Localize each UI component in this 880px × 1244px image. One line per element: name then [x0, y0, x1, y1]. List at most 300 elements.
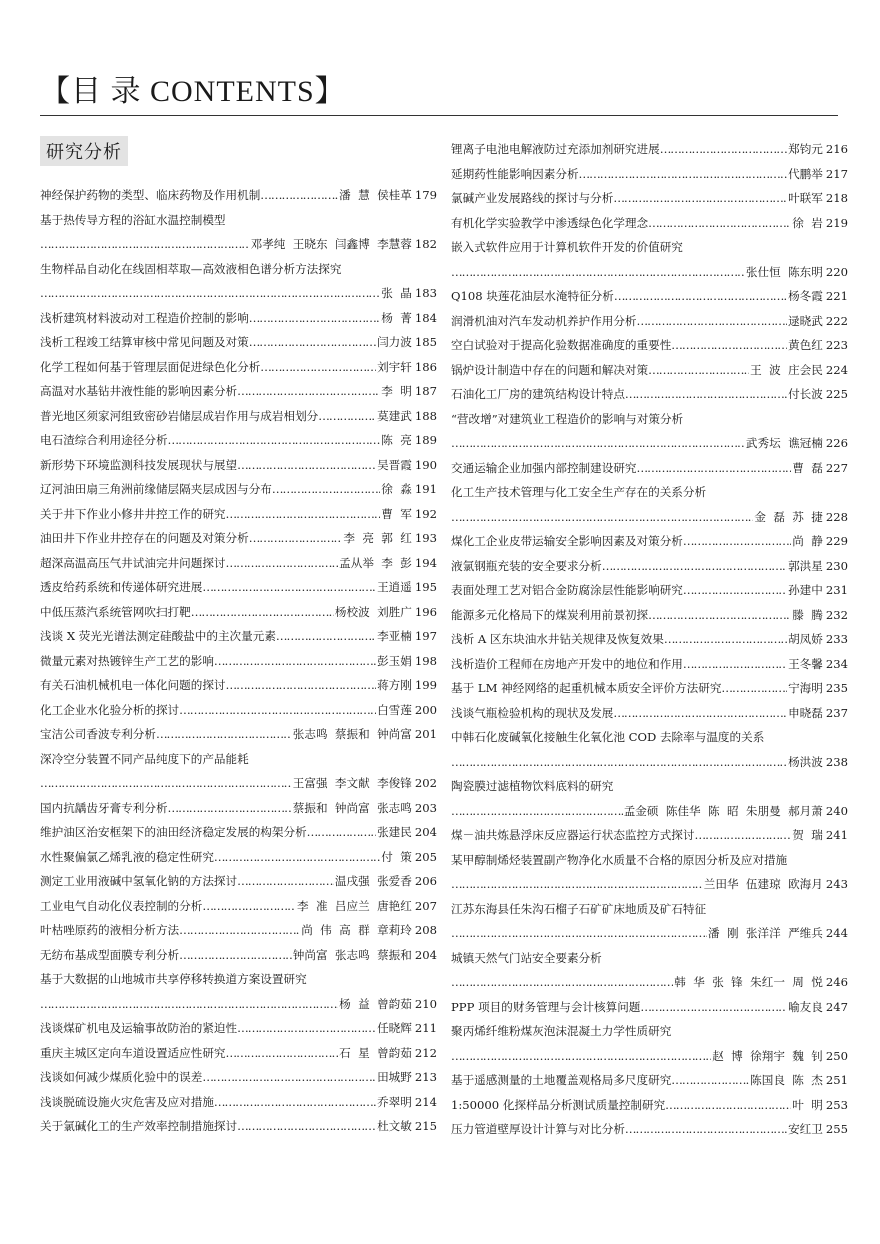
entry-title: 水性聚偏氯乙烯乳液的稳定性研究	[40, 849, 214, 864]
dot-leader	[226, 551, 339, 576]
dot-leader	[613, 186, 787, 211]
toc-entry	[40, 992, 437, 1017]
dot-leader	[179, 918, 300, 943]
entry-authors: 潘 刚 张洋洋 严维兵	[707, 926, 823, 940]
entry-page-number: 244	[825, 926, 848, 940]
dot-leader	[451, 1044, 711, 1069]
entry-page-number: 191	[414, 482, 437, 496]
toc-entry	[40, 306, 437, 331]
dot-leader	[648, 358, 749, 383]
dot-leader	[614, 284, 787, 309]
entry-authors: 田城野	[377, 1070, 412, 1084]
entry-page-number: 198	[414, 653, 437, 668]
entry-page-number: 231	[825, 583, 848, 597]
dot-leader	[637, 456, 792, 481]
entry-title: 新形势下环境监测科技发展现状与展望	[40, 457, 238, 472]
toc-entry	[451, 1093, 848, 1118]
entry-authors: 李 准 吕应兰 唐艳红	[296, 898, 412, 913]
toc-entry	[451, 676, 848, 701]
entry-authors: 温戌强 张爱香	[334, 874, 412, 888]
entry-page-number: 195	[414, 580, 437, 594]
entry-title: 浅析造价工程师在房地产开发中的地位和作用	[451, 656, 683, 671]
entry-page-number: 255	[825, 1122, 848, 1136]
toc-entry	[451, 1044, 848, 1069]
toc-entry	[451, 970, 848, 995]
dot-leader	[40, 771, 292, 796]
dot-leader	[683, 652, 787, 677]
entry-title: 油田井下作业井控存在的问题及对策分析	[40, 531, 249, 545]
toc-entry	[451, 872, 848, 897]
toc-entry	[40, 428, 437, 453]
entry-authors: 李亚楠	[377, 629, 412, 643]
entry-title: Q108 块莲花油层水淹特征分析	[451, 289, 614, 303]
toc-entry	[451, 186, 848, 211]
toc-entry	[451, 603, 848, 628]
entry-authors: 喻友良	[788, 999, 823, 1014]
toc-entry	[451, 1019, 848, 1044]
toc-entry	[40, 453, 437, 478]
entry-title: 中韩石化废碱氧化接触生化氧化池 COD 去除率与温度的关系	[451, 730, 765, 744]
dot-leader	[214, 845, 380, 870]
dot-leader	[202, 894, 296, 919]
entry-title: 有关石油机械机电一体化问题的探讨	[40, 678, 226, 692]
dot-leader	[671, 1068, 749, 1093]
entry-title: 基于热传导方程的浴缸水温控制模型	[40, 212, 226, 227]
entry-authors: 蔡振和 钟尚富 张志鸣	[292, 800, 412, 815]
entry-page-number: 210	[414, 996, 437, 1011]
entry-title: 电石渣综合利用途径分析	[40, 433, 168, 447]
entry-authors: 邓孝纯 王晓东 闫鑫博 李慧蓉	[250, 237, 412, 251]
entry-title: 氯碱产业发展路线的探讨与分析	[451, 191, 614, 205]
entry-title: 化学工程如何基于管理层面促进绿色化分析	[40, 359, 261, 374]
dot-leader	[179, 698, 376, 723]
toc-entry	[451, 946, 848, 971]
toc-entry	[40, 575, 437, 600]
dot-leader	[660, 137, 787, 162]
entry-title: 普光地区须家河组致密砂岩储层成岩作用与成岩相划分	[40, 408, 319, 423]
entry-authors: 王逍遥	[377, 580, 412, 594]
entry-page-number: 187	[414, 384, 437, 398]
toc-entry	[451, 774, 848, 799]
dot-leader	[40, 281, 380, 306]
toc-entry	[451, 1068, 848, 1093]
toc-entry	[40, 1114, 437, 1139]
toc-entry	[451, 211, 848, 236]
toc-column-left	[40, 183, 437, 1139]
toc-entry	[40, 918, 437, 943]
entry-authors: 尚 静	[792, 534, 823, 548]
entry-authors: 彭玉娟	[377, 653, 412, 668]
toc-entry	[451, 162, 848, 187]
toc-entry	[40, 232, 437, 257]
toc-entry	[40, 820, 437, 845]
toc-entry	[451, 823, 848, 848]
entry-title: 空白试验对于提高化验数据准确度的重要性	[451, 338, 672, 352]
entry-page-number: 193	[414, 531, 437, 545]
toc-entry	[40, 1065, 437, 1090]
entry-authors: 金 磊 苏 捷	[754, 509, 823, 524]
toc-entry	[40, 845, 437, 870]
entry-authors: 石 星 曾韵茹	[339, 1045, 412, 1060]
toc-entry	[40, 894, 437, 919]
entry-title: 神经保护药物的类型、临床药物及作用机制	[40, 188, 261, 202]
dot-leader	[451, 431, 745, 456]
entry-title: 微量元素对热镀锌生产工艺的影响	[40, 653, 214, 668]
toc-entry	[40, 379, 437, 404]
entry-page-number: 225	[825, 387, 848, 401]
entry-authors: 钟尚富 张志鸣 蔡振和	[292, 947, 412, 962]
entry-authors: 王冬馨	[788, 656, 823, 671]
entry-page-number: 224	[825, 362, 848, 377]
dot-leader	[307, 820, 376, 845]
dot-leader	[237, 869, 334, 894]
toc-entry	[451, 921, 848, 946]
toc-entry	[40, 281, 437, 306]
dot-leader	[318, 404, 376, 429]
entry-page-number: 221	[825, 289, 848, 303]
entry-page-number: 216	[825, 142, 848, 156]
toc-entry	[40, 600, 437, 625]
entry-title: 化工企业水化验分析的探讨	[40, 702, 180, 717]
entry-title: 浅谈气瓶检验机构的现状及发展	[451, 705, 614, 720]
dot-leader	[249, 330, 376, 355]
toc-entry	[40, 502, 437, 527]
entry-page-number: 204	[414, 947, 437, 962]
entry-title: 陶瓷膜过滤植物饮料底料的研究	[451, 779, 614, 793]
toc-entry	[451, 137, 848, 162]
toc-entry	[40, 477, 437, 502]
entry-title: 关于井下作业小修井井控工作的研究	[40, 506, 226, 521]
entry-title: 中低压蒸汽系统管网吹扫打靶	[40, 604, 191, 619]
entry-page-number: 229	[825, 534, 848, 548]
entry-authors: 安红卫	[788, 1122, 823, 1136]
entry-authors: 代鹏举	[788, 166, 823, 181]
entry-title: 基于大数据的山地城市共享停移转换道方案设置研究	[40, 972, 307, 986]
entry-page-number: 207	[414, 898, 437, 913]
entry-authors: 李 明	[381, 384, 412, 398]
entry-title: 基于遥感测量的土地覆盖观格局多尺度研究	[451, 1073, 672, 1087]
entry-title: 关于氯碱化工的生产效率控制措施探讨	[40, 1119, 238, 1133]
entry-title: “营改增”对建筑业工程造价的影响与对策分析	[451, 411, 684, 426]
entry-title: 透皮给药系统和传递体研究进展	[40, 580, 203, 594]
toc-entry	[40, 183, 437, 208]
entry-authors: 任晓辉	[377, 1021, 412, 1035]
dot-leader	[721, 676, 787, 701]
entry-title: 压力管道壁厚设计计算与对比分析	[451, 1122, 625, 1136]
entry-title: 润滑机油对汽车发动机养护作用分析	[451, 313, 637, 328]
dot-leader	[249, 526, 343, 551]
entry-authors: 白雪莲	[377, 702, 412, 717]
entry-page-number: 226	[825, 436, 848, 450]
dot-leader	[602, 554, 787, 579]
entry-page-number: 234	[825, 656, 848, 671]
toc-entry	[40, 796, 437, 821]
toc-entry	[40, 404, 437, 429]
entry-page-number: 237	[825, 705, 848, 720]
toc-entry	[451, 529, 848, 554]
toc-entry	[451, 505, 848, 530]
entry-authors: 杜文敏	[377, 1119, 412, 1133]
dot-leader	[451, 260, 745, 285]
entry-authors: 申晓磊	[788, 705, 823, 720]
entry-title: 叶枯唑原药的液相分析方法	[40, 923, 180, 937]
entry-authors: 赵 博 徐翔宇 魏 钊	[712, 1048, 823, 1063]
toc-entry	[451, 260, 848, 285]
entry-page-number: 219	[825, 215, 848, 230]
dot-leader	[237, 453, 376, 478]
entry-page-number: 240	[825, 803, 848, 818]
dot-leader	[613, 701, 787, 726]
entry-authors: 杨 益 曾韵茹	[339, 996, 412, 1011]
toc-entry	[451, 407, 848, 432]
entry-title: 浅谈 X 荧光光谱法测定硅酸盐中的主次量元素	[40, 629, 276, 643]
entry-authors: 潘 慧 侯桂革	[339, 188, 412, 202]
entry-title: 测定工业用液碱中氢氧化钠的方法探讨	[40, 874, 238, 888]
toc-entry	[40, 355, 437, 380]
toc-entry	[40, 771, 437, 796]
entry-page-number: 246	[825, 975, 848, 989]
header-rule	[40, 115, 838, 116]
toc-entry	[451, 554, 848, 579]
dot-leader	[214, 1090, 376, 1115]
entry-authors: 闫力波	[377, 335, 412, 349]
entry-authors: 徐 淼	[381, 482, 412, 496]
entry-authors: 孟从举 李 彭	[339, 555, 412, 570]
toc-entry	[451, 848, 848, 873]
entry-page-number: 212	[414, 1045, 437, 1060]
entry-authors: 孟金硕 陈佳华 陈 昭 朱朋曼 郝月萧	[623, 803, 823, 818]
toc-entry	[451, 1117, 848, 1142]
entry-title: 延期药性能影响因素分析	[451, 166, 579, 181]
entry-authors: 叶联军	[788, 191, 823, 205]
entry-authors: 曹 军	[381, 506, 412, 521]
entry-page-number: 188	[414, 408, 437, 423]
entry-page-number: 250	[825, 1048, 848, 1063]
toc-entry	[451, 995, 848, 1020]
entry-page-number: 186	[414, 359, 437, 374]
toc-entry	[451, 750, 848, 775]
dot-leader	[202, 1065, 376, 1090]
entry-authors: 武秀坛 谯冠楠	[745, 436, 823, 450]
entry-title: 某甲醇制烯烃装置副产物净化水质量不合格的原因分析及应对措施	[451, 852, 788, 867]
dot-leader	[40, 992, 338, 1017]
toc-entry	[40, 1041, 437, 1066]
entry-page-number: 183	[414, 286, 437, 300]
entry-title: 维护油区治安框架下的油田经济稳定发展的构架分析	[40, 825, 307, 839]
entry-title: 锅炉设计制造中存在的问题和解决对策	[451, 362, 649, 377]
entry-title: 江苏东海县任朱沟石榴子石矿矿床地质及矿石特征	[451, 901, 707, 916]
dot-leader	[168, 428, 381, 453]
toc-entry	[451, 701, 848, 726]
entry-authors: 曹 磊	[792, 460, 823, 475]
dot-leader	[156, 722, 292, 747]
entry-page-number: 197	[414, 629, 437, 643]
entry-title: 辽河油田扇三角洲前缘储层隔夹层成因与分布	[40, 482, 272, 496]
dot-leader	[683, 529, 791, 554]
entry-title: 浅谈煤矿机电及运输事故防治的紧迫性	[40, 1021, 238, 1035]
entry-authors: 陈 亮	[381, 433, 412, 447]
toc-entry	[451, 358, 848, 383]
dot-leader	[625, 1117, 787, 1142]
entry-authors: 逯晓武	[788, 313, 823, 328]
dot-leader	[664, 627, 787, 652]
dot-leader	[648, 211, 791, 236]
toc-header: 【目 录 CONTENTS】	[40, 75, 346, 108]
entry-authors: 蒋方刚	[377, 678, 412, 692]
dot-leader	[168, 796, 292, 821]
dot-leader	[191, 600, 334, 625]
entry-authors: 宁海明	[788, 681, 823, 695]
entry-title: 锂离子电池电解液防过充添加剂研究进展	[451, 142, 660, 156]
entry-title: 嵌入式软件应用于计算机软件开发的价值研究	[451, 240, 683, 254]
entry-authors: 韩 华 张 锋 朱红一 周 悦	[674, 975, 823, 989]
entry-title: 煤－油共炼悬浮床反应器运行状态监控方式探讨	[451, 828, 695, 842]
entry-title: 基于 LM 神经网络的起重机械本质安全评价方法研究	[451, 681, 722, 695]
entry-title: 聚丙烯纤维粉煤灰泡沫混凝土力学性质研究	[451, 1024, 672, 1038]
entry-title: 浅谈脱硫设施火灾危害及应对措施	[40, 1094, 214, 1109]
toc-entry	[40, 551, 437, 576]
entry-authors: 杨洪波	[788, 754, 823, 769]
dot-leader	[237, 379, 380, 404]
entry-page-number: 220	[825, 264, 848, 279]
dot-leader	[226, 673, 377, 698]
toc-entry	[451, 382, 848, 407]
entry-authors: 郭洪星	[788, 558, 823, 573]
entry-page-number: 200	[414, 702, 437, 717]
entry-authors: 杨校波 刘胜广	[334, 604, 412, 619]
entry-page-number: 243	[825, 877, 848, 891]
entry-page-number: 253	[825, 1097, 848, 1112]
entry-title: 生物样品自动化在线固相萃取—高效液相色谱分析方法探究	[40, 261, 342, 276]
dot-leader	[451, 872, 703, 897]
dot-leader	[640, 995, 787, 1020]
entry-page-number: 192	[414, 506, 437, 521]
entry-page-number: 217	[825, 166, 848, 181]
dot-leader	[637, 309, 788, 334]
entry-page-number: 201	[414, 727, 437, 741]
dot-leader	[226, 502, 381, 527]
entry-page-number: 184	[414, 310, 437, 325]
toc-entry	[451, 309, 848, 334]
dot-leader	[249, 306, 381, 331]
toc-entry	[451, 284, 848, 309]
dot-leader	[179, 943, 292, 968]
entry-page-number: 211	[414, 1021, 437, 1035]
entry-authors: 杨 菁	[381, 310, 412, 325]
entry-title: 国内抗龋齿牙膏专利分析	[40, 800, 168, 815]
dot-leader	[237, 1114, 376, 1139]
dot-leader	[451, 799, 623, 824]
toc-entry	[40, 1016, 437, 1041]
entry-page-number: 199	[414, 678, 437, 692]
toc-entry	[451, 799, 848, 824]
entry-page-number: 203	[414, 800, 437, 815]
entry-authors: 贺 瑞	[792, 828, 823, 842]
dot-leader	[625, 382, 787, 407]
entry-page-number: 215	[414, 1119, 437, 1133]
entry-page-number: 235	[825, 681, 848, 695]
entry-title: 石油化工厂房的建筑结构设计特点	[451, 387, 625, 401]
entry-title: 浅析工程竣工结算审核中常见问题及对策	[40, 335, 249, 349]
toc-entry	[40, 869, 437, 894]
dot-leader	[451, 505, 753, 530]
toc-entry	[40, 943, 437, 968]
dot-leader	[202, 575, 376, 600]
entry-page-number: 218	[825, 191, 848, 205]
toc-entry	[40, 967, 437, 992]
dot-leader	[579, 162, 788, 187]
dot-leader	[665, 1093, 791, 1118]
entry-page-number: 233	[825, 632, 848, 646]
toc-entry	[451, 578, 848, 603]
entry-authors: 黄色红	[788, 338, 823, 352]
entry-page-number: 205	[414, 849, 437, 864]
entry-title: 浅析 A 区东块油水井钻关规律及恢复效果	[451, 632, 664, 646]
entry-page-number: 204	[414, 825, 437, 839]
entry-title: 宝洁公司香波专利分析	[40, 727, 156, 741]
toc-entry	[451, 456, 848, 481]
toc-entry	[40, 747, 437, 772]
entry-page-number: 223	[825, 338, 848, 352]
toc-entry	[40, 257, 437, 282]
dot-leader	[276, 624, 376, 649]
entry-page-number: 185	[414, 335, 437, 349]
entry-authors: 尚 伟 高 群 章莉玲	[301, 923, 412, 937]
entry-page-number: 208	[414, 923, 437, 937]
entry-page-number: 189	[414, 433, 437, 447]
entry-authors: 吴晋霞	[377, 457, 412, 472]
entry-title: 液氯钢瓶充装的安全要求分析	[451, 558, 602, 573]
dot-leader	[451, 921, 707, 946]
entry-title: 能源多元化格局下的煤炭利用前景初探	[451, 607, 649, 622]
entry-authors: 滕 腾	[792, 607, 823, 622]
dot-leader	[237, 1016, 376, 1041]
entry-page-number: 232	[825, 607, 848, 622]
toc-entry	[451, 725, 848, 750]
entry-page-number: 227	[825, 460, 848, 475]
dot-leader	[260, 355, 376, 380]
entry-page-number: 202	[414, 776, 437, 790]
entry-page-number: 214	[414, 1094, 437, 1109]
entry-title: 重庆主城区定向车道设置适应性研究	[40, 1045, 226, 1060]
toc-entry	[451, 652, 848, 677]
entry-title: 工业电气自动化仪表控制的分析	[40, 898, 203, 913]
entry-authors: 付长波	[788, 387, 823, 401]
entry-title: 化工生产技术管理与化工安全生产存在的关系分析	[451, 485, 707, 499]
entry-title: 煤化工企业皮带运输安全影响因素及对策分析	[451, 534, 683, 548]
entry-page-number: 230	[825, 558, 848, 573]
dot-leader	[648, 603, 791, 628]
toc-entry	[40, 649, 437, 674]
entry-page-number: 241	[825, 828, 848, 842]
dot-leader	[694, 823, 791, 848]
entry-title: 深冷空分装置不同产品纯度下的产品能耗	[40, 751, 249, 766]
toc-entry	[451, 627, 848, 652]
toc-entry	[40, 1090, 437, 1115]
entry-title: 交通运输企业加强内部控制建设研究	[451, 460, 637, 475]
toc-entry	[40, 330, 437, 355]
dot-leader	[214, 649, 376, 674]
entry-authors: 张 晶	[381, 286, 412, 300]
entry-authors: 孙建中	[788, 583, 823, 597]
entry-title: 高温对水基钻井液性能的影响因素分析	[40, 384, 238, 398]
dot-leader	[226, 1041, 339, 1066]
entry-page-number: 222	[825, 313, 848, 328]
toc-entry	[40, 526, 437, 551]
entry-authors: 张建民	[377, 825, 412, 839]
entry-authors: 张志鸣 蔡振和 钟尚富	[292, 727, 412, 741]
dot-leader	[451, 970, 673, 995]
